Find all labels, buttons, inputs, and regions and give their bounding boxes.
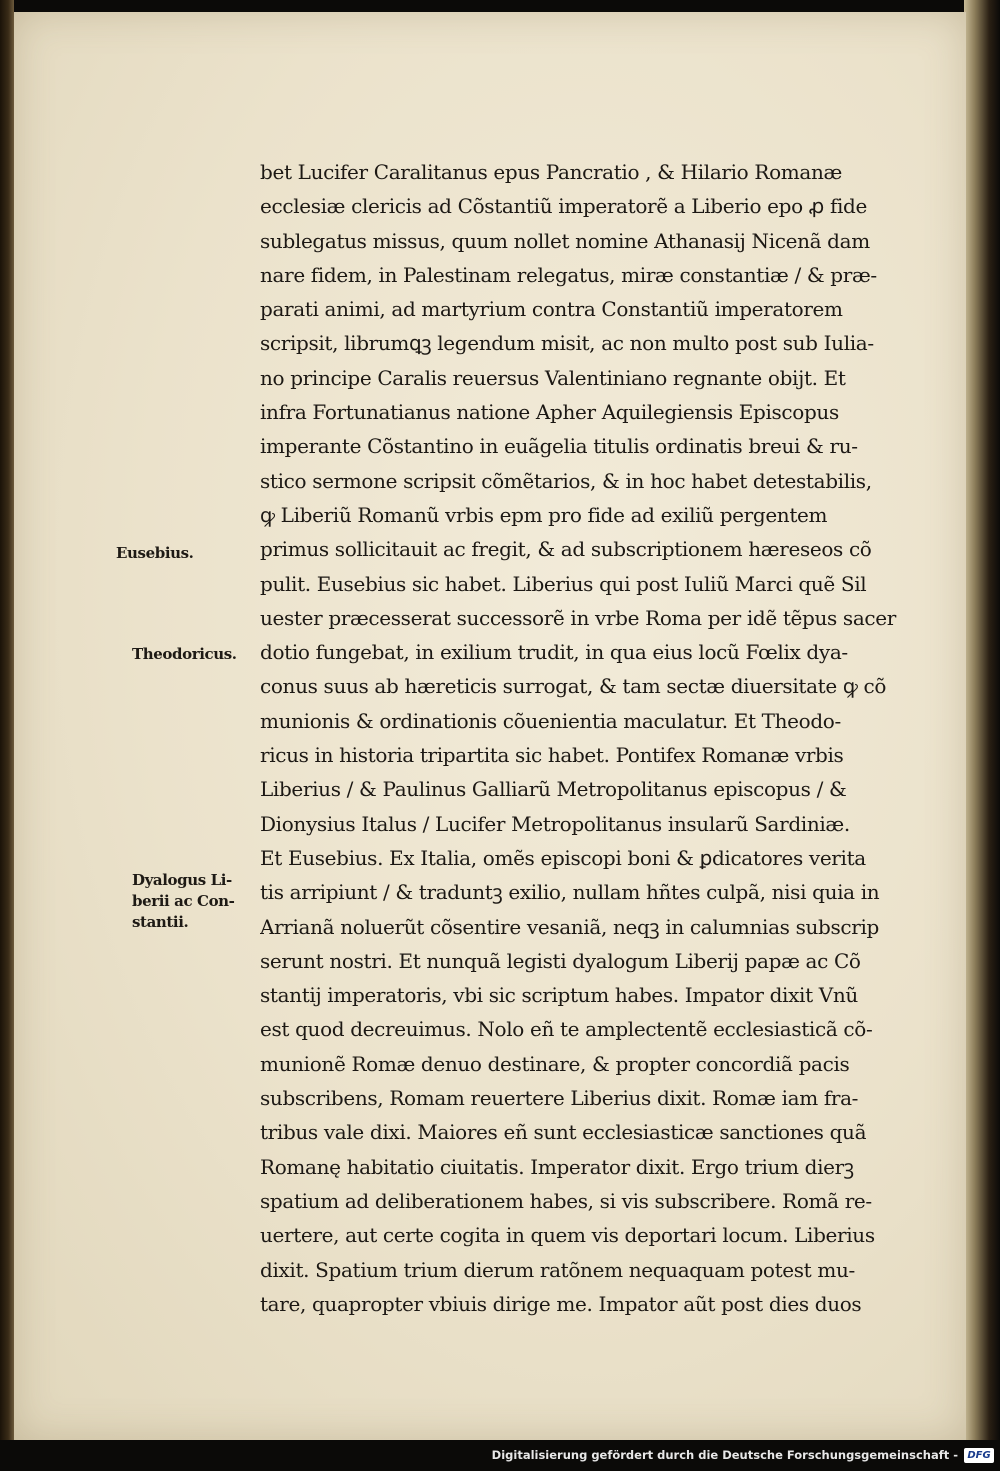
- text-line: pulit. Eusebius sic habet. Liberius qui post Iuliũ Marci quẽ Sil: [260, 571, 867, 596]
- margin-note-line: Theodoricus.: [132, 645, 237, 663]
- margin-note-line: stantii.: [132, 913, 189, 931]
- footer-bar: [0, 1440, 1000, 1471]
- text-line: sublegatus missus, quum nollet nomine Athanasij Nicenã dam: [260, 228, 870, 253]
- margin-note-line: Eusebius.: [116, 544, 194, 562]
- dfg-logo: DFG: [964, 1448, 994, 1463]
- text-line: imperante Cõstantino in euãgelia titulis ordinatis breui & ru-: [260, 434, 858, 459]
- margin-note-dyalogus: [132, 870, 235, 933]
- text-line: est quod decreuimus. Nolo eñ te amplectentẽ ecclesiasticã cõ-: [260, 1017, 873, 1042]
- margin-note-line: berii ac Con-: [132, 892, 235, 910]
- text-line: Arrianã noluerũt cõsentire vesaniã, neqꝫ in calumnias subscrip: [260, 914, 879, 939]
- text-line: stantij imperatoris, vbi sic scriptum habes. Impator dixit Vnũ: [260, 983, 858, 1008]
- text-line: tis arripiunt / & traduntꝫ exilio, nullam hñtes culpã, nisi quia in: [260, 880, 880, 905]
- text-line: Dionysius Italus / Lucifer Metropolitanus insularũ Sardiniæ.: [260, 811, 850, 836]
- text-line: bet Lucifer Caralitanus epus Pancratio , & Hilario Romanæ: [260, 160, 842, 184]
- text-line: scripsit, librumꝗꝫ legendum misit, ac non multo post sub Iulia-: [260, 331, 874, 356]
- text-line: primus sollicitauit ac fregit, & ad subscriptionem hæreseos cõ: [260, 537, 872, 562]
- text-line: tribus vale dixi. Maiores eñ sunt ecclesiasticæ sanctiones quã: [260, 1120, 867, 1145]
- text-line: parati animi, ad martyrium contra Constantiũ imperatorem: [260, 297, 843, 322]
- margin-note-line: Dyalogus Li-: [132, 871, 232, 889]
- text-line: conus suus ab hæreticis surrogat, & tam sectæ diuersitate ꝙ cõ: [260, 674, 887, 699]
- text-line: stico sermone scripsit cõmẽtarios, & in hoc habet detestabilis,: [260, 468, 872, 493]
- text-line: no principe Caralis reuersus Valentiniano regnante obijt. Et: [260, 365, 846, 390]
- text-line: dotio fungebat, in exilium trudit, in qua eius locũ Fœlix dya-: [260, 640, 848, 665]
- text-line: subscribens, Romam reuertere Liberius dixit. Romæ iam fra-: [260, 1086, 859, 1111]
- text-line: Romanę habitatio ciuitatis. Imperator dixit. Ergo trium dierꝫ: [260, 1154, 854, 1179]
- text-line: ecclesiæ clericis ad Cõstantiũ imperatorẽ a Liberio epo ꝓ fide: [260, 194, 867, 219]
- text-line: serunt nostri. Et nunquã legisti dyalogum Liberij papæ ac Cõ: [260, 948, 861, 973]
- text-line: Liberius / & Paulinus Galliarũ Metropolitanus episcopus / &: [260, 777, 847, 802]
- text-line: munionis & ordinationis cõuenientia maculatur. Et Theodo-: [260, 708, 841, 733]
- text-line: uester præcesserat successorẽ in vrbe Roma per idẽ tẽpus sacer: [260, 605, 896, 630]
- digitization-credit: Digitalisierung gefördert durch die Deutsche Forschungsgemeinschaft -: [491, 1448, 958, 1462]
- text-line: Et Eusebius. Ex Italia, omẽs episcopi boni & ꝑdicatores verita: [260, 845, 866, 870]
- text-line: uertere, aut certe cogita in quem vis deportari locum. Liberius: [260, 1223, 875, 1248]
- text-line: spatium ad deliberationem habes, si vis subscribere. Romã re-: [260, 1188, 872, 1213]
- page-scan: [14, 12, 966, 1440]
- body-text: [260, 155, 960, 1321]
- text-line: infra Fortunatianus natione Apher Aquilegiensis Episcopus: [260, 400, 839, 425]
- book-edge-left: [0, 0, 14, 1440]
- margin-note-theodoricus: [132, 644, 237, 665]
- text-line: dixit. Spatium trium dierum ratõnem nequaquam potest mu-: [260, 1257, 855, 1282]
- book-edge-right: [964, 0, 1000, 1440]
- text-line: tare, quapropter vbiuis dirige me. Impator aũt post dies duos: [260, 1291, 862, 1316]
- text-line: ꝙ Liberiũ Romanũ vrbis epm pro fide ad exiliũ pergentem: [260, 502, 828, 527]
- text-line: ricus in historia tripartita sic habet. Pontifex Romanæ vrbis: [260, 743, 844, 768]
- margin-note-eusebius: [116, 543, 194, 564]
- text-line: nare fidem, in Palestinam relegatus, miræ constantiæ / & præ-: [260, 262, 877, 287]
- text-line: munionẽ Romæ denuo destinare, & propter concordiã pacis: [260, 1051, 850, 1076]
